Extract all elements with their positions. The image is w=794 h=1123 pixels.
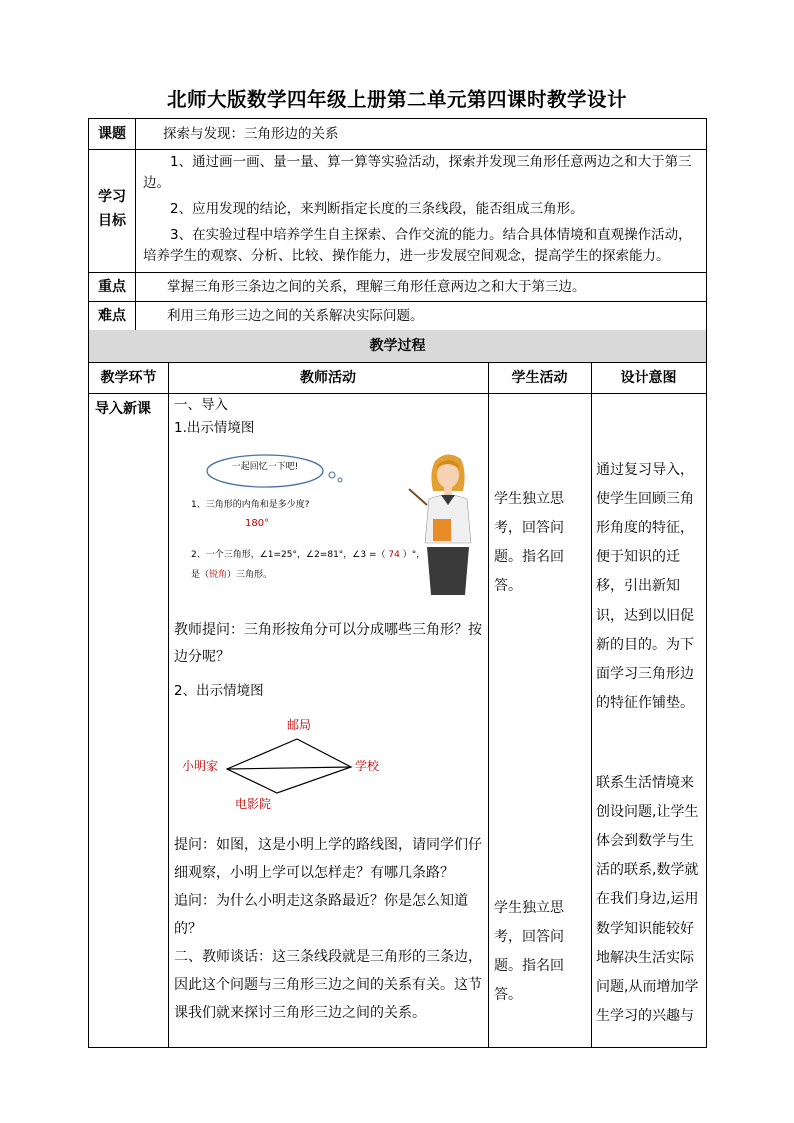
header-teacher: 教师活动 [300,370,356,386]
map-label-home: 小明家 [182,759,219,773]
teacher-step-2: 2、出示情境图 [174,683,264,699]
document-title: 北师大版数学四年级上册第二单元第四课时教学设计 [166,88,627,111]
header-stage: 教学环节 [100,370,157,386]
teacher-figure-icon [407,447,487,597]
map-label-school: 学校 [355,759,380,773]
teacher-question-2: 提问：如图，这是小明上学的路线图，请同学们仔细观察，小明上学可以怎样走？有哪几条路？ 追问：为什么小明走这条路最近？你是怎么知道的？ 二、教师谈话：这三条线段就是三角形的三条边，因此这个问题与三角形三边之间的关系有关。这节课我们就来探讨三角形三边之间的关系。 [174,837,482,1021]
review-answer-1: 180° [245,518,270,529]
key-label: 重点 [98,279,126,295]
teacher-intro: 一、导入 1.出示情境图 [174,397,255,436]
goals-label: 学习 目标 [98,189,126,229]
design-intent-2: 联系生活情境来创设问题,让学生体会到数学与生活的联系,数学就在我们身边,运用数学知识能较好地解决生活实际问题,从而增加学生学习的兴趣与 [596,775,699,1024]
review-question-2: 2、一个三角形，∠1=25°，∠2=81°，∠3 =（ 74 ）°， [191,550,426,560]
design-intent-1: 通过复习导入，使学生回顾三角形角度的特征，便于知识的迁移，引出新知识，达到以旧促新的目的。为下面学习三角形边的特征作铺垫。 [596,462,694,711]
key-value: 掌握三角形三条边之间的关系，理解三角形任意两边之和大于第三边。 [167,279,586,295]
topic-value: 探索与发现：三角形边的关系 [163,126,339,142]
teacher-question-1: 教师提问：三角形按角分可以分成哪些三角形？按边分呢？ [174,622,482,666]
header-intent: 设计意图 [620,370,677,386]
lesson-plan-table [88,118,707,1048]
goal-item: 1、通过画一画、量一量、算一算等实验活动，探索并发现三角形任意两边之和大于第三边。 [143,154,692,191]
bubble-text: 一起回忆一下吧! [231,462,299,472]
difficulty-value: 利用三角形三边之间的关系解决实际问题。 [167,308,424,324]
map-label-post: 邮局 [287,718,312,732]
map-label-cinema: 电影院 [235,797,272,811]
review-question-1: 1、三角形的内角和是多少度? [191,500,310,510]
goal-item: 2、应用发现的结论，来判断指定长度的三条线段，能否组成三角形。 [170,200,584,217]
review-illustration [185,449,485,599]
process-title: 教学过程 [369,338,426,354]
goals-list [143,152,701,272]
header-student: 学生活动 [511,370,568,386]
stage-label: 导入新课 [95,401,151,417]
review-question-2-type: 是（锐角）三角形。 [191,570,273,580]
goal-item: 3、在实验过程中培养学生自主探索、合作交流的能力。结合具体情境和直观操作活动，培养学生的观察、分析、比较、操作能力，进一步发展空间观念，提高学生的探索能力。 [143,226,692,264]
route-map [179,711,399,817]
student-activity-1: 学生独立思考，回答问题。指名回答。 [494,491,564,595]
difficulty-label: 难点 [98,308,126,324]
topic-label: 课题 [98,126,126,142]
student-activity-2: 学生独立思考，回答问题。指名回答。 [494,900,564,1004]
